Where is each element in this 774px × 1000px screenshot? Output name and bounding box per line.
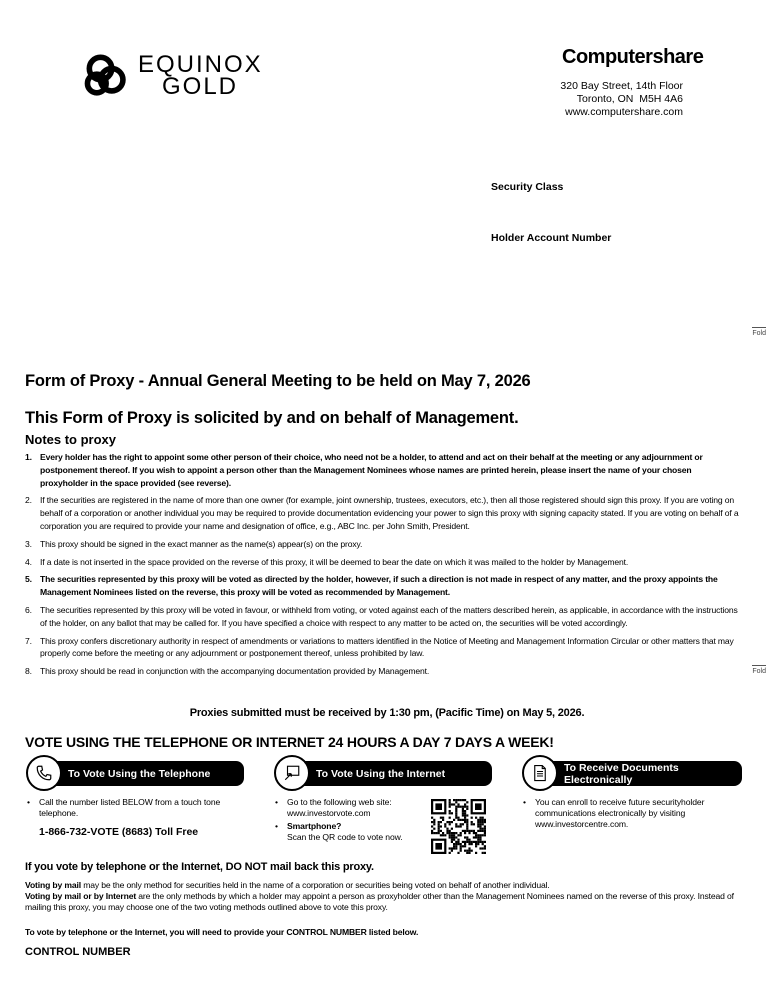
phone-instructions: [27, 797, 232, 819]
phone-icon: [26, 755, 62, 791]
fold-mark-bottom: Fold: [752, 668, 766, 675]
note-item: 1. Every holder has the right to appoint some other person of their choice, who need not be a holder, to attend and act on their behalf at the meeting or any adjournment or postponement thereof. If you wish to appoint a person other than the Management Nominees whose names are printed herein, please insert the name of your chosen proxyholder in the space provided (see reverse).: [25, 452, 703, 488]
control-number-label: CONTROL NUMBER: [25, 946, 131, 958]
do-not-mail-warning: If you vote by telephone or the Internet, DO NOT mail back this proxy.: [25, 861, 374, 873]
equinox-gold-logo-mark: [80, 50, 136, 102]
vote-heading: VOTE USING THE TELEPHONE OR INTERNET 24 HOURS A DAY 7 DAYS A WEEK!: [25, 734, 554, 750]
document-icon: [522, 755, 558, 791]
notes-heading: Notes to proxy: [25, 432, 117, 447]
electronic-bullet: • You can enroll to receive future securityholder communications electronically by visiting www.investorcentre.com.: [523, 797, 728, 830]
phone-number[interactable]: 1-866-732-VOTE (8683) Toll Free: [39, 826, 199, 838]
mail-voting-paragraph: Voting by mail may be the only method for securities held in the name of a corporation or securities being voted on behalf of another individual. Voting by mail or by Internet are the only methods by which a holder may appoint a person as proxyholder other than the Management Nominees named on the reverse of this proxy. Instead of mailing this proxy, you may choose one of the two voting methods outlined above to vote this proxy.: [25, 880, 734, 912]
note-item: 3. This proxy should be signed in the exact manner as the name(s) appear(s) on the proxy.: [25, 538, 363, 549]
deadline-notice: Proxies submitted must be received by 1:30 pm, (Pacific Time) on May 5, 2026.: [189, 707, 585, 719]
address-line-1: 320 Bay Street, 14th Floor: [560, 80, 683, 92]
phone-vote-banner: [40, 761, 244, 786]
electronic-docs-banner: [536, 761, 742, 786]
note-item: 5. The securities represented by this proxy will be voted as directed by the holder, however, if such a direction is not made in respect of any matter, and the proxy appoints the Management Nominees listed on the reverse, this proxy will be voted as recommended by Management.: [25, 574, 718, 598]
issuer-website: www.computershare.com: [565, 106, 683, 118]
logo-line-2: GOLD: [162, 73, 239, 100]
internet-vote-banner: [288, 761, 492, 786]
holder-account-label: Holder Account Number: [491, 232, 612, 244]
internet-bullet-2: • Smartphone? Scan the QR code to vote now.: [275, 821, 425, 843]
security-class-label: Security Class: [491, 181, 564, 193]
qr-code[interactable]: [431, 799, 486, 854]
logo-line-1: EQUINOX: [138, 51, 263, 78]
investorvote-link[interactable]: www.investorvote.com: [287, 808, 371, 818]
note-item: 2. If the securities are registered in the name of more than one owner (for example, joint ownership, trustees, executors, etc.), then all those registered should sign this proxy. If you are voting on behalf of a corporation or another individual you may be required to provide documentation evidencing your power to sign this proxy with signing capacity stated. If you are voting on behalf of a corporation you are required to provide your name and designation of office, e.g., ABC Inc. per John Smith, President.: [25, 495, 739, 531]
computershare-logo: Computershare: [562, 46, 704, 68]
solicited-statement: This Form of Proxy is solicited by and on behalf of Management.: [25, 409, 519, 427]
internet-vote-title: To Vote Using the Internet: [316, 767, 446, 780]
address-line-2: Toronto, ON M5H 4A6: [576, 93, 683, 105]
control-instruction: To vote by telephone or the Internet, you will need to provide your CONTROL NUMBER listed below.: [25, 927, 419, 937]
fold-mark-top: Fold: [752, 330, 766, 337]
note-item: 6. The securities represented by this proxy will be voted in favour, or withheld from voting, or voted against each of the matters described herein, as applicable, in accordance with the instructions of the holder, on any ballot that may be called for. If you have specified a choice with respect to any matter to be acted on, the securities will be voted accordingly.: [25, 604, 738, 628]
note-item: 4. If a date is not inserted in the space provided on the reverse of this proxy, it will be deemed to bear the date on which it was mailed to the holder by Management.: [25, 556, 629, 567]
logo-wordmark: [138, 51, 263, 100]
issuer-address: [560, 80, 683, 119]
note-item: 8. This proxy should be read in conjunction with the accompanying documentation provided by Management.: [25, 666, 430, 677]
internet-bullet-1: • Go to the following web site: www.investorvote.com: [275, 797, 425, 819]
cursor-screen-icon: [274, 755, 310, 791]
note-item: 7. This proxy confers discretionary authority in respect of amendments or variations to matters identified in the Notice of Meeting and Management Information Circular or other matters that may properly come before the meeting or any adjournment or postponement thereof, unless prohibited by law.: [25, 635, 734, 659]
phone-vote-title: To Vote Using the Telephone: [68, 767, 211, 780]
electronic-instructions: [523, 797, 728, 830]
phone-bullet: • Call the number listed BELOW from a touch tone telephone.: [27, 797, 232, 819]
internet-instructions: [275, 797, 425, 843]
electronic-docs-title: To Receive Documents Electronically: [564, 761, 679, 786]
notes-list: [25, 451, 740, 683]
form-title: Form of Proxy - Annual General Meeting to be held on May 7, 2026: [25, 372, 531, 390]
